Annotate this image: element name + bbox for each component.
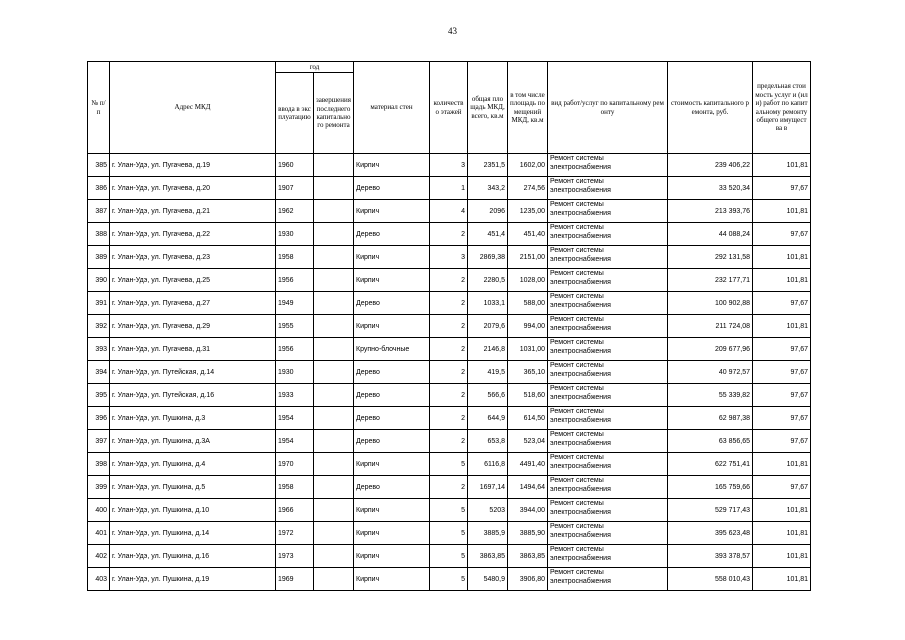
row-year: 1954 bbox=[276, 407, 314, 430]
row-work-type: Ремонт системы электроснабжения bbox=[548, 246, 668, 269]
row-floors: 2 bbox=[430, 338, 468, 361]
row-work-type: Ремонт системы электроснабжения bbox=[548, 568, 668, 591]
row-premises-area: 523,04 bbox=[508, 430, 548, 453]
row-number: 394 bbox=[88, 361, 110, 384]
row-year: 1930 bbox=[276, 223, 314, 246]
row-address: г. Улан-Удэ, ул. Пугачева, д.22 bbox=[110, 223, 276, 246]
row-number: 397 bbox=[88, 430, 110, 453]
row-floors: 3 bbox=[430, 154, 468, 177]
row-last-repair bbox=[314, 522, 354, 545]
row-floors: 5 bbox=[430, 545, 468, 568]
row-year: 1907 bbox=[276, 177, 314, 200]
table-row bbox=[88, 154, 811, 177]
row-material: Кирпич bbox=[354, 315, 430, 338]
row-total-area: 5203 bbox=[468, 499, 508, 522]
row-number: 401 bbox=[88, 522, 110, 545]
row-material: Кирпич bbox=[354, 522, 430, 545]
row-last-repair bbox=[314, 338, 354, 361]
row-premises-area: 3885,90 bbox=[508, 522, 548, 545]
table-row bbox=[88, 361, 811, 384]
row-last-repair bbox=[314, 568, 354, 591]
row-material: Кирпич bbox=[354, 200, 430, 223]
row-limit-cost: 101,81 bbox=[753, 568, 811, 591]
header-address: Адрес МКД bbox=[110, 62, 276, 154]
row-limit-cost: 101,81 bbox=[753, 315, 811, 338]
row-number: 392 bbox=[88, 315, 110, 338]
row-address: г. Улан-Удэ, ул. Пушкина, д.10 bbox=[110, 499, 276, 522]
row-total-area: 3885,9 bbox=[468, 522, 508, 545]
row-year: 1956 bbox=[276, 269, 314, 292]
row-premises-area: 614,50 bbox=[508, 407, 548, 430]
row-floors: 2 bbox=[430, 430, 468, 453]
header-cost: стоимость капитального ремонта, руб. bbox=[668, 62, 753, 154]
row-work-type: Ремонт системы электроснабжения bbox=[548, 269, 668, 292]
row-work-type: Ремонт системы электроснабжения bbox=[548, 200, 668, 223]
table-row bbox=[88, 338, 811, 361]
row-year: 1930 bbox=[276, 361, 314, 384]
row-cost: 165 759,66 bbox=[668, 476, 753, 499]
header-premises-area: в том числе площадь помещений МКД, кв.м bbox=[508, 62, 548, 154]
row-number: 387 bbox=[88, 200, 110, 223]
row-limit-cost: 101,81 bbox=[753, 522, 811, 545]
row-material: Кирпич bbox=[354, 453, 430, 476]
row-premises-area: 3944,00 bbox=[508, 499, 548, 522]
row-material: Дерево bbox=[354, 430, 430, 453]
row-address: г. Улан-Удэ, ул. Пугачева, д.25 bbox=[110, 269, 276, 292]
row-work-type: Ремонт системы электроснабжения bbox=[548, 154, 668, 177]
row-cost: 213 393,76 bbox=[668, 200, 753, 223]
row-material: Кирпич bbox=[354, 545, 430, 568]
row-total-area: 2351,5 bbox=[468, 154, 508, 177]
row-premises-area: 274,56 bbox=[508, 177, 548, 200]
table-row bbox=[88, 476, 811, 499]
row-floors: 2 bbox=[430, 292, 468, 315]
row-total-area: 2079,6 bbox=[468, 315, 508, 338]
row-last-repair bbox=[314, 315, 354, 338]
header-year-last-repair: завершения последнего капитального ремонта bbox=[314, 73, 354, 154]
row-work-type: Ремонт системы электроснабжения bbox=[548, 177, 668, 200]
header-year-group: год bbox=[276, 62, 354, 73]
row-number: 398 bbox=[88, 453, 110, 476]
row-floors: 3 bbox=[430, 246, 468, 269]
row-material: Дерево bbox=[354, 476, 430, 499]
header-limit-cost: предельная стоимость услуг и (или) работ по капитальному ремонту общего имущества в bbox=[753, 62, 811, 154]
row-address: г. Улан-Удэ, ул. Пушкина, д.5 bbox=[110, 476, 276, 499]
row-material: Кирпич bbox=[354, 568, 430, 591]
row-address: г. Улан-Удэ, ул. Путейская, д.16 bbox=[110, 384, 276, 407]
row-year: 1962 bbox=[276, 200, 314, 223]
table-row bbox=[88, 568, 811, 591]
row-number: 399 bbox=[88, 476, 110, 499]
row-work-type: Ремонт системы электроснабжения bbox=[548, 453, 668, 476]
row-number: 388 bbox=[88, 223, 110, 246]
row-last-repair bbox=[314, 499, 354, 522]
row-last-repair bbox=[314, 476, 354, 499]
row-number: 393 bbox=[88, 338, 110, 361]
row-number: 391 bbox=[88, 292, 110, 315]
row-year: 1966 bbox=[276, 499, 314, 522]
table-header bbox=[88, 62, 811, 154]
table-row bbox=[88, 384, 811, 407]
row-material: Крупно-блочные bbox=[354, 338, 430, 361]
row-address: г. Улан-Удэ, ул. Пугачева, д.31 bbox=[110, 338, 276, 361]
row-limit-cost: 97,67 bbox=[753, 430, 811, 453]
row-last-repair bbox=[314, 430, 354, 453]
row-year: 1960 bbox=[276, 154, 314, 177]
row-cost: 100 902,88 bbox=[668, 292, 753, 315]
row-premises-area: 1602,00 bbox=[508, 154, 548, 177]
row-material: Дерево bbox=[354, 177, 430, 200]
row-floors: 2 bbox=[430, 269, 468, 292]
row-floors: 5 bbox=[430, 522, 468, 545]
row-cost: 33 520,34 bbox=[668, 177, 753, 200]
row-total-area: 2096 bbox=[468, 200, 508, 223]
row-work-type: Ремонт системы электроснабжения bbox=[548, 315, 668, 338]
row-cost: 529 717,43 bbox=[668, 499, 753, 522]
row-work-type: Ремонт системы электроснабжения bbox=[548, 361, 668, 384]
row-total-area: 566,6 bbox=[468, 384, 508, 407]
row-material: Дерево bbox=[354, 384, 430, 407]
row-total-area: 6116,8 bbox=[468, 453, 508, 476]
row-total-area: 451,4 bbox=[468, 223, 508, 246]
table-row bbox=[88, 223, 811, 246]
row-limit-cost: 97,67 bbox=[753, 177, 811, 200]
row-material: Дерево bbox=[354, 223, 430, 246]
row-last-repair bbox=[314, 177, 354, 200]
row-limit-cost: 97,67 bbox=[753, 476, 811, 499]
row-limit-cost: 101,81 bbox=[753, 154, 811, 177]
row-material: Дерево bbox=[354, 407, 430, 430]
row-premises-area: 2151,00 bbox=[508, 246, 548, 269]
row-total-area: 2146,8 bbox=[468, 338, 508, 361]
row-last-repair bbox=[314, 384, 354, 407]
row-work-type: Ремонт системы электроснабжения bbox=[548, 407, 668, 430]
row-last-repair bbox=[314, 292, 354, 315]
row-number: 402 bbox=[88, 545, 110, 568]
row-last-repair bbox=[314, 453, 354, 476]
row-cost: 232 177,71 bbox=[668, 269, 753, 292]
row-year: 1955 bbox=[276, 315, 314, 338]
row-year: 1956 bbox=[276, 338, 314, 361]
table-row bbox=[88, 200, 811, 223]
row-work-type: Ремонт системы электроснабжения bbox=[548, 476, 668, 499]
row-limit-cost: 101,81 bbox=[753, 499, 811, 522]
row-last-repair bbox=[314, 246, 354, 269]
row-total-area: 653,8 bbox=[468, 430, 508, 453]
row-cost: 395 623,48 bbox=[668, 522, 753, 545]
row-limit-cost: 97,67 bbox=[753, 223, 811, 246]
row-premises-area: 3906,80 bbox=[508, 568, 548, 591]
row-premises-area: 588,00 bbox=[508, 292, 548, 315]
row-material: Кирпич bbox=[354, 269, 430, 292]
row-cost: 622 751,41 bbox=[668, 453, 753, 476]
row-material: Кирпич bbox=[354, 499, 430, 522]
row-work-type: Ремонт системы электроснабжения bbox=[548, 338, 668, 361]
row-address: г. Улан-Удэ, ул. Пугачева, д.21 bbox=[110, 200, 276, 223]
table-row bbox=[88, 453, 811, 476]
row-total-area: 3863,85 bbox=[468, 545, 508, 568]
header-floors: количество этажей bbox=[430, 62, 468, 154]
row-limit-cost: 97,67 bbox=[753, 338, 811, 361]
row-premises-area: 1494,64 bbox=[508, 476, 548, 499]
row-total-area: 343,2 bbox=[468, 177, 508, 200]
row-material: Дерево bbox=[354, 361, 430, 384]
row-total-area: 419,5 bbox=[468, 361, 508, 384]
row-total-area: 1697,14 bbox=[468, 476, 508, 499]
row-work-type: Ремонт системы электроснабжения bbox=[548, 522, 668, 545]
row-limit-cost: 101,81 bbox=[753, 453, 811, 476]
row-work-type: Ремонт системы электроснабжения bbox=[548, 223, 668, 246]
row-address: г. Улан-Удэ, ул. Пугачева, д.27 bbox=[110, 292, 276, 315]
row-premises-area: 518,60 bbox=[508, 384, 548, 407]
row-limit-cost: 101,81 bbox=[753, 545, 811, 568]
row-limit-cost: 97,67 bbox=[753, 361, 811, 384]
row-cost: 239 406,22 bbox=[668, 154, 753, 177]
row-number: 400 bbox=[88, 499, 110, 522]
row-number: 395 bbox=[88, 384, 110, 407]
table-row bbox=[88, 545, 811, 568]
row-premises-area: 994,00 bbox=[508, 315, 548, 338]
row-address: г. Улан-Удэ, ул. Пушкина, д.3 bbox=[110, 407, 276, 430]
row-total-area: 2280,5 bbox=[468, 269, 508, 292]
row-cost: 63 856,65 bbox=[668, 430, 753, 453]
row-number: 396 bbox=[88, 407, 110, 430]
row-year: 1970 bbox=[276, 453, 314, 476]
row-address: г. Улан-Удэ, ул. Путейская, д.14 bbox=[110, 361, 276, 384]
row-year: 1933 bbox=[276, 384, 314, 407]
row-work-type: Ремонт системы электроснабжения bbox=[548, 499, 668, 522]
row-cost: 209 677,96 bbox=[668, 338, 753, 361]
row-address: г. Улан-Удэ, ул. Пугачева, д.29 bbox=[110, 315, 276, 338]
row-total-area: 1033,1 bbox=[468, 292, 508, 315]
row-address: г. Улан-Удэ, ул. Пушкина, д.16 bbox=[110, 545, 276, 568]
row-last-repair bbox=[314, 200, 354, 223]
table-row bbox=[88, 430, 811, 453]
row-premises-area: 1235,00 bbox=[508, 200, 548, 223]
table-row bbox=[88, 522, 811, 545]
row-total-area: 2869,38 bbox=[468, 246, 508, 269]
page-number: 43 bbox=[448, 26, 457, 36]
row-premises-area: 451,40 bbox=[508, 223, 548, 246]
row-limit-cost: 101,81 bbox=[753, 246, 811, 269]
row-total-area: 5480,9 bbox=[468, 568, 508, 591]
row-floors: 4 bbox=[430, 200, 468, 223]
row-limit-cost: 97,67 bbox=[753, 407, 811, 430]
row-address: г. Улан-Удэ, ул. Пугачева, д.23 bbox=[110, 246, 276, 269]
row-cost: 292 131,58 bbox=[668, 246, 753, 269]
row-premises-area: 365,10 bbox=[508, 361, 548, 384]
row-premises-area: 3863,85 bbox=[508, 545, 548, 568]
repair-program-table bbox=[87, 61, 811, 591]
row-work-type: Ремонт системы электроснабжения bbox=[548, 292, 668, 315]
row-year: 1973 bbox=[276, 545, 314, 568]
row-cost: 393 378,57 bbox=[668, 545, 753, 568]
row-premises-area: 1031,00 bbox=[508, 338, 548, 361]
header-no: № п/п bbox=[88, 62, 110, 154]
row-cost: 40 972,57 bbox=[668, 361, 753, 384]
row-address: г. Улан-Удэ, ул. Пушкина, д.14 bbox=[110, 522, 276, 545]
row-material: Кирпич bbox=[354, 246, 430, 269]
row-floors: 1 bbox=[430, 177, 468, 200]
table-row bbox=[88, 269, 811, 292]
row-year: 1958 bbox=[276, 476, 314, 499]
table-row bbox=[88, 292, 811, 315]
row-last-repair bbox=[314, 407, 354, 430]
row-limit-cost: 101,81 bbox=[753, 200, 811, 223]
row-floors: 2 bbox=[430, 384, 468, 407]
row-last-repair bbox=[314, 545, 354, 568]
row-last-repair bbox=[314, 361, 354, 384]
row-work-type: Ремонт системы электроснабжения bbox=[548, 384, 668, 407]
row-cost: 55 339,82 bbox=[668, 384, 753, 407]
row-address: г. Улан-Удэ, ул. Пугачева, д.20 bbox=[110, 177, 276, 200]
row-limit-cost: 97,67 bbox=[753, 384, 811, 407]
row-total-area: 644,9 bbox=[468, 407, 508, 430]
row-address: г. Улан-Удэ, ул. Пушкина, д.3А bbox=[110, 430, 276, 453]
row-cost: 44 088,24 bbox=[668, 223, 753, 246]
row-floors: 2 bbox=[430, 476, 468, 499]
row-address: г. Улан-Удэ, ул. Пушкина, д.19 bbox=[110, 568, 276, 591]
row-floors: 2 bbox=[430, 407, 468, 430]
row-work-type: Ремонт системы электроснабжения bbox=[548, 430, 668, 453]
row-number: 385 bbox=[88, 154, 110, 177]
row-last-repair bbox=[314, 223, 354, 246]
row-material: Дерево bbox=[354, 292, 430, 315]
row-address: г. Улан-Удэ, ул. Пушкина, д.4 bbox=[110, 453, 276, 476]
row-floors: 2 bbox=[430, 223, 468, 246]
table-row bbox=[88, 407, 811, 430]
table-row bbox=[88, 499, 811, 522]
row-material: Кирпич bbox=[354, 154, 430, 177]
header-wall-material: материал стен bbox=[354, 62, 430, 154]
row-cost: 558 010,43 bbox=[668, 568, 753, 591]
header-work-type: вид работ/услуг по капитальному ремонту bbox=[548, 62, 668, 154]
table-row bbox=[88, 315, 811, 338]
row-last-repair bbox=[314, 269, 354, 292]
row-floors: 2 bbox=[430, 361, 468, 384]
row-year: 1958 bbox=[276, 246, 314, 269]
row-cost: 62 987,38 bbox=[668, 407, 753, 430]
row-number: 389 bbox=[88, 246, 110, 269]
row-year: 1954 bbox=[276, 430, 314, 453]
row-number: 390 bbox=[88, 269, 110, 292]
row-work-type: Ремонт системы электроснабжения bbox=[548, 545, 668, 568]
row-limit-cost: 97,67 bbox=[753, 292, 811, 315]
header-year-commission: ввода в эксплуатацию bbox=[276, 73, 314, 154]
row-year: 1969 bbox=[276, 568, 314, 591]
row-last-repair bbox=[314, 154, 354, 177]
table-body bbox=[88, 154, 811, 591]
row-number: 386 bbox=[88, 177, 110, 200]
row-premises-area: 4491,40 bbox=[508, 453, 548, 476]
row-premises-area: 1028,00 bbox=[508, 269, 548, 292]
row-year: 1972 bbox=[276, 522, 314, 545]
row-year: 1949 bbox=[276, 292, 314, 315]
header-total-area: общая площадь МКД, всего, кв.м bbox=[468, 62, 508, 154]
table-row bbox=[88, 246, 811, 269]
table-row bbox=[88, 177, 811, 200]
row-number: 403 bbox=[88, 568, 110, 591]
row-limit-cost: 101,81 bbox=[753, 269, 811, 292]
row-address: г. Улан-Удэ, ул. Пугачева, д.19 bbox=[110, 154, 276, 177]
row-floors: 2 bbox=[430, 315, 468, 338]
row-floors: 5 bbox=[430, 499, 468, 522]
row-floors: 5 bbox=[430, 568, 468, 591]
row-floors: 5 bbox=[430, 453, 468, 476]
row-cost: 211 724,08 bbox=[668, 315, 753, 338]
